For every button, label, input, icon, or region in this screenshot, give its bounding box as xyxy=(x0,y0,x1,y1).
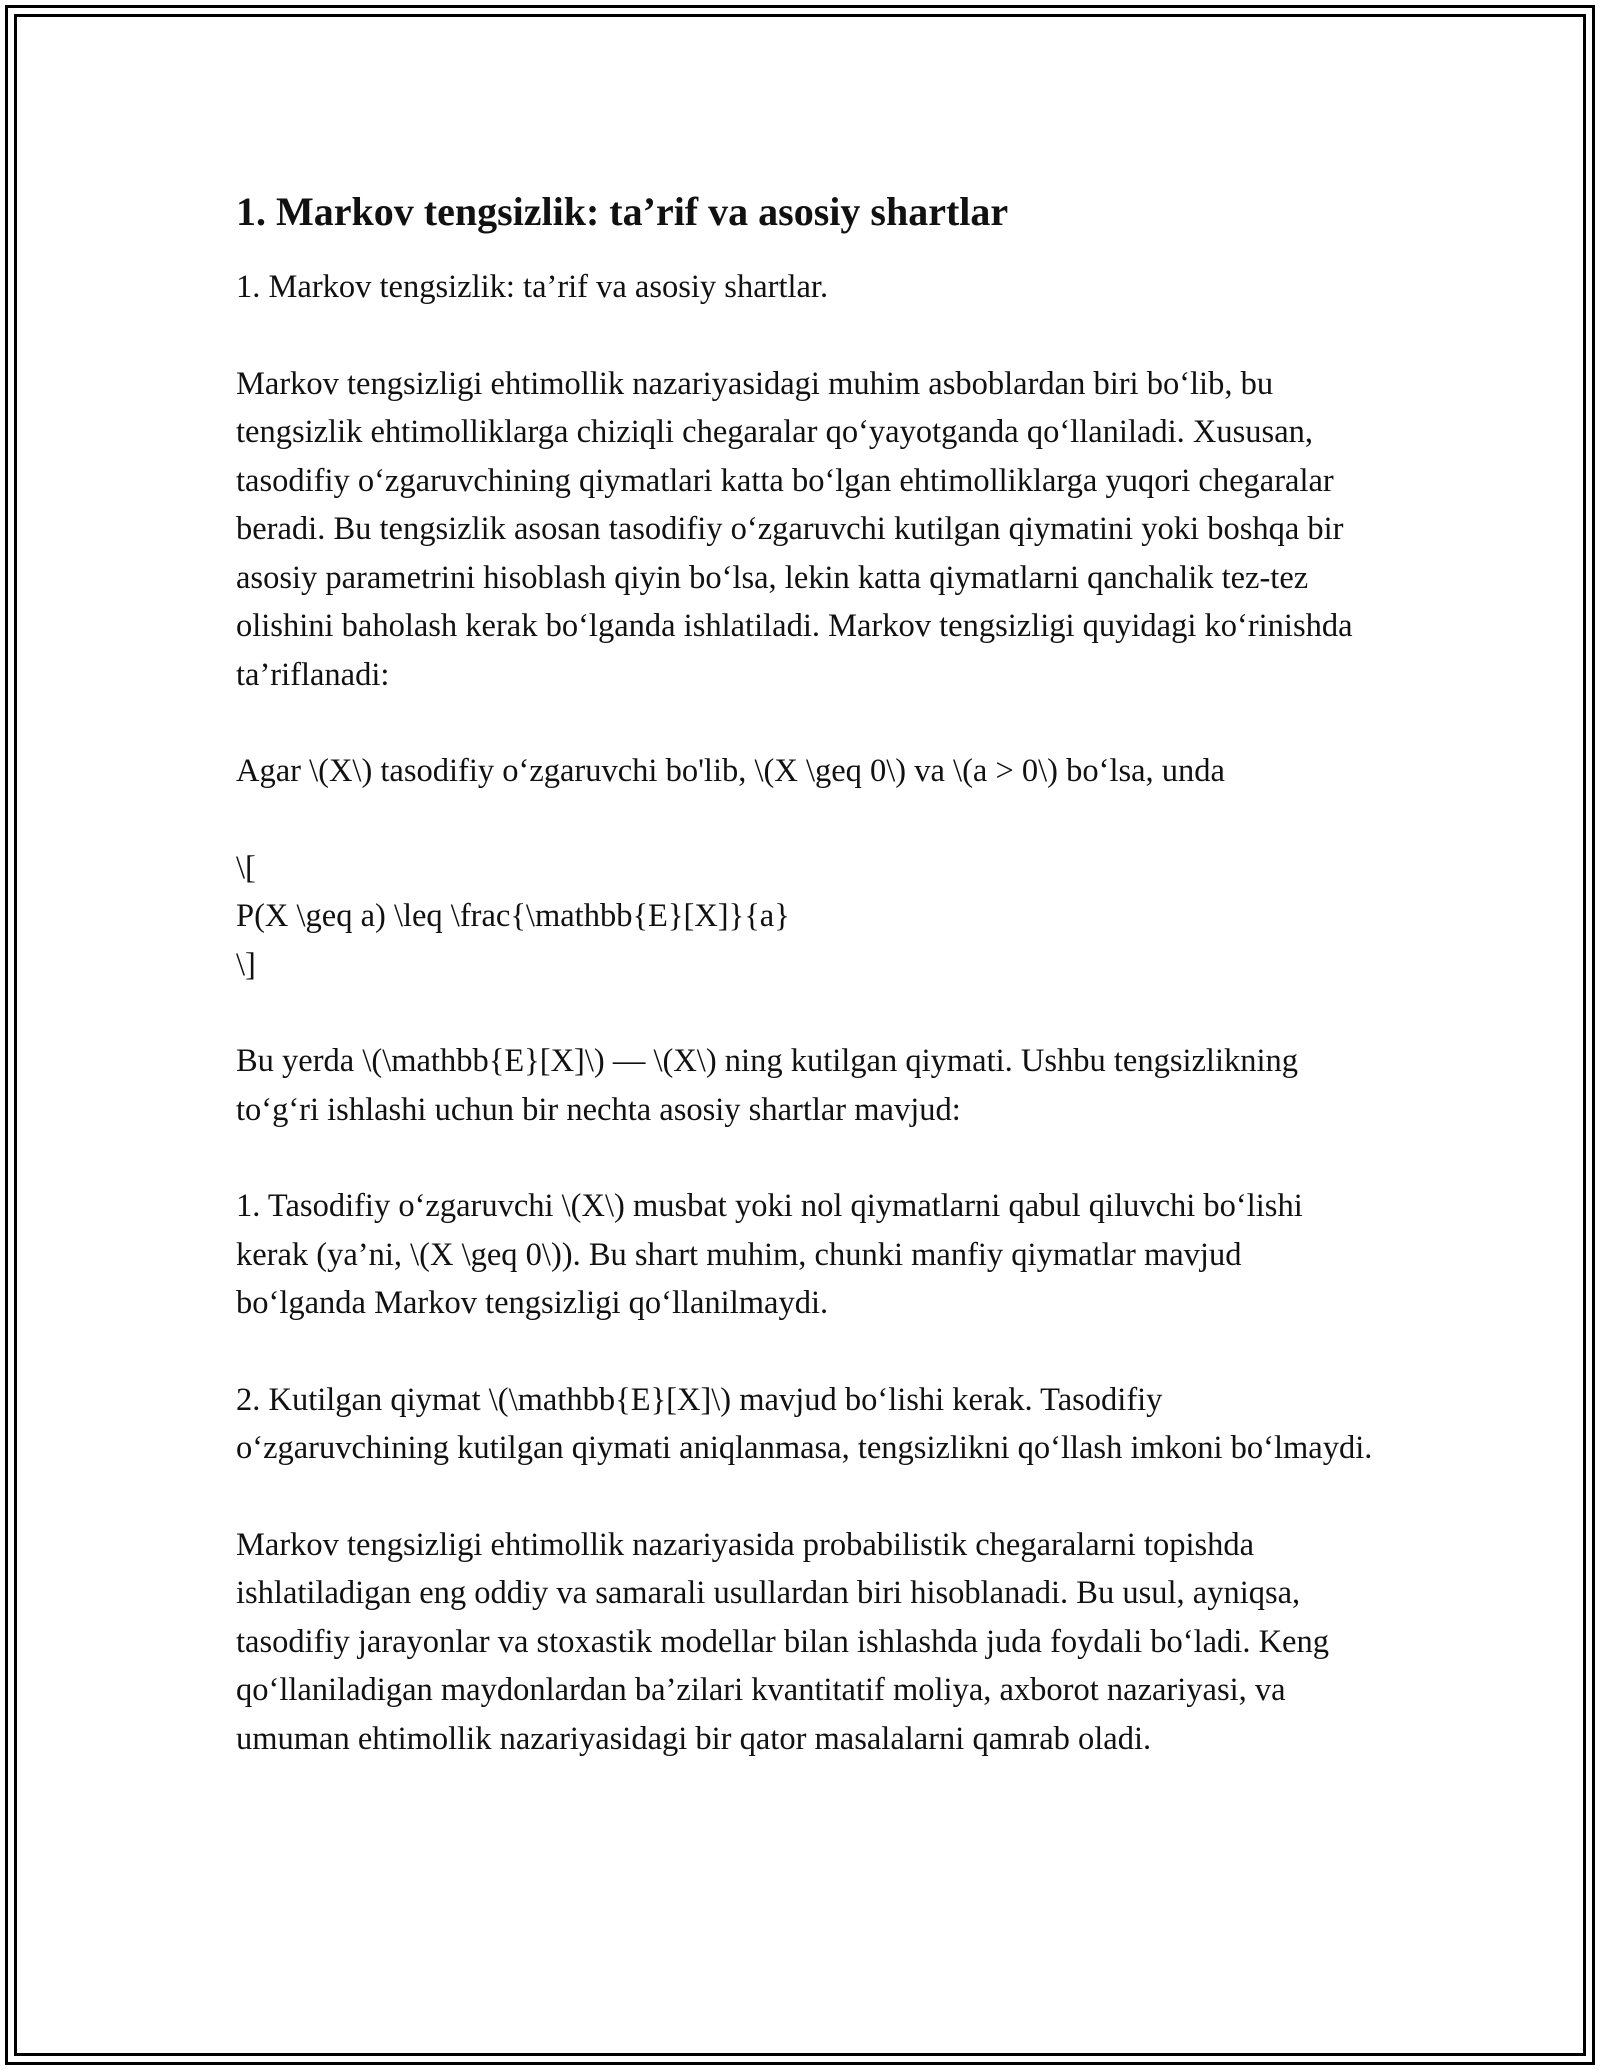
conclusion-paragraph: Markov tengsizligi ehtimollik nazariyasida probabilistik chegaralarni topishda ishlatiladigan eng oddiy va samarali usullardan biri hisoblanadi. Bu usul, ayniqsa, tasodifiy jarayonlar va stoxastik modellar bilan ishlashda juda foydali bo‘ladi. Keng qo‘llaniladigan maydonlardan ba’zilari kvantitatif moliya, axborot nazariyasi, va umuman ehtimollik nazariyasidagi bir qator masalalarni qamrab oladi. xyxy=(236,1526,1329,1757)
formula-close: \] xyxy=(236,946,256,983)
document-title: 1. Markov tengsizlik: ta’rif va asosiy shartlar xyxy=(236,189,1009,234)
formula-block xyxy=(236,844,1376,990)
formula-open: \[ xyxy=(236,849,256,886)
condition-paragraph: Agar \(X\) tasodifiy o‘zgaruvchi bo'lib, \(X \geq 0\) va \(a > 0\) bo‘lsa, unda xyxy=(236,753,1225,789)
condition-2-paragraph: 2. Kutilgan qiymat \(\mathbb{E}[X]\) mavjud bo‘lishi kerak. Tasodifiy o‘zgaruvchining kutilgan qiymati aniqlanmasa, tengsizlikni qo‘llash imkoni bo‘lmaydi. xyxy=(236,1381,1373,1466)
formula-body: P(X \geq a) \leq \frac{\mathbb{E}[X]}{a} xyxy=(236,898,790,934)
explanation-paragraph: Bu yerda \(\mathbb{E}[X]\) — \(X\) ning kutilgan qiymati. Ushbu tengsizlikning to‘g‘ri ishlashi uchun bir nechta asosiy shartlar mavjud: xyxy=(236,1043,1299,1128)
condition-1-paragraph: 1. Tasodifiy o‘zgaruvchi \(X\) musbat yoki nol qiymatlarni qabul qiluvchi bo‘lishi kerak (ya’ni, \(X \geq 0\)). Bu shart muhim, chunki manfiy qiymatlar mavjud bo‘lganda Markov tengsizligi qo‘llanilmaydi. xyxy=(236,1188,1303,1321)
intro-paragraph: Markov tengsizligi ehtimollik nazariyasidagi muhim asboblardan biri bo‘lib, bu tengsizlik ehtimolliklarga chiziqli chegaralar qo‘yayotganda qo‘llaniladi. Xususan, tasodifiy o‘zgaruvchining qiymatlari katta bo‘lgan ehtimolliklarga yuqori chegaralar beradi. Bu tengsizlik asosan tasodifiy o‘zgaruvchi kutilgan qiymatini yoki boshqa bir asosiy parametrini hisoblash qiyin bo‘lsa, lekin katta qiymatlarni qanchalik tez-tez olishini baholash kerak bo‘lganda ishlatiladi. Markov tengsizligi quyidagi ko‘rinishda ta’riflanadi: xyxy=(236,365,1353,693)
document-body xyxy=(236,185,1376,1763)
section-subtitle: 1. Markov tengsizlik: ta’rif va asosiy shartlar. xyxy=(236,269,829,305)
